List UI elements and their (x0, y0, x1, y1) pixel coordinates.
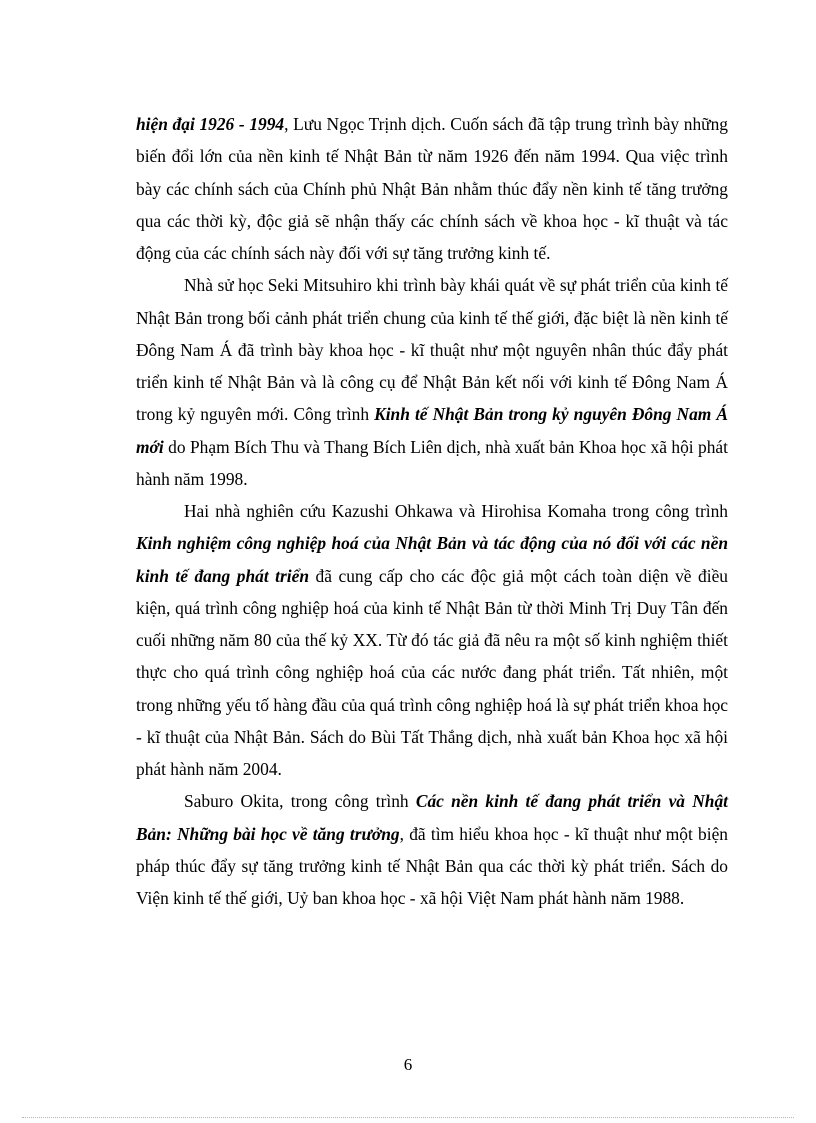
paragraph-2 (136, 269, 728, 495)
paragraph-1 (136, 108, 728, 269)
text-run: Saburo Okita, trong công trình (184, 791, 416, 812)
page-bottom-divider (22, 1117, 794, 1118)
text-run: Hai nhà nghiên cứu Kazushi Ohkawa và Hirohisa Komaha trong công trình (184, 501, 728, 521)
paragraph-3 (136, 495, 728, 785)
text-run: do Phạm Bích Thu và Thang Bích Liên dịch, nhà xuất bản Khoa học xã hội phát hành năm 1998. (136, 436, 728, 489)
text-run: đã cung cấp cho các độc giả một cách toàn diện về điều kiện, quá trình công nghiệp hoá của kinh tế Nhật Bản từ thời Minh Trị Duy Tân đến cuối những năm 80 của thế kỷ XX. Từ đó tác giả đã nêu ra một số kinh nghiệm thiết thực cho quá trình công nghiệp hoá của các nước đang phát triển. Tất nhiên, một trong những yếu tố hàng đầu của quá trình công nghiệp hoá là sự phát triển khoa học - kĩ thuật của Nhật Bản. Sách do Bùi Tất Thắng dịch, nhà xuất bản Khoa học xã hội phát hành năm 2004. (136, 565, 728, 779)
page-number: 6 (403, 1055, 413, 1074)
body-text (136, 108, 728, 914)
text-run: Kinh tế Nhật Bản trong kỷ nguyên Đông Nam Á mới (136, 404, 728, 457)
paragraph-4 (136, 785, 728, 914)
text-run: Nhà sử học Seki Mitsuhiro khi trình bày khái quát về sự phát triển của kinh tế Nhật Bản trong bối cảnh phát triển chung của kinh tế thế giới, đặc biệt là nền kinh tế Đông Nam Á đã trình bày khoa học - kĩ thuật như một nguyên nhân thúc đẩy phát triển kinh tế Nhật Bản và là công cụ để Nhật Bản kết nối với kinh tế Đông Nam Á trong kỷ nguyên mới. Công trình (136, 275, 728, 425)
text-run: Các nền kinh tế đang phát triển và Nhật Bản: Những bài học về tăng trưởng (136, 791, 728, 844)
text-run: Kinh nghiệm công nghiệp hoá của Nhật Bản và tác động của nó đối với các nền kinh tế đang phát triển (136, 533, 728, 586)
text-run: , đã tìm hiểu khoa học - kĩ thuật như một biện pháp thúc đẩy sự tăng trưởng kinh tế Nhật Bản qua các thời kỳ phát triển. Sách do Viện kinh tế thế giới, Uỷ ban khoa học - xã hội Việt Nam phát hành năm 1988. (136, 823, 729, 908)
text-run: hiện đại 1926 - 1994 (136, 114, 285, 134)
text-run: , Lưu Ngọc Trịnh dịch. Cuốn sách đã tập trung trình bày những biến đổi lớn của nền kinh tế Nhật Bản từ năm 1926 đến năm 1994. Qua việc trình bày các chính sách của Chính phủ Nhật Bản nhằm thúc đẩy nền kinh tế tăng trưởng qua các thời kỳ, độc giả sẽ nhận thấy các chính sách về khoa học - kĩ thuật và tác động của các chính sách này đối với sự tăng trưởng kinh tế. (136, 114, 728, 263)
